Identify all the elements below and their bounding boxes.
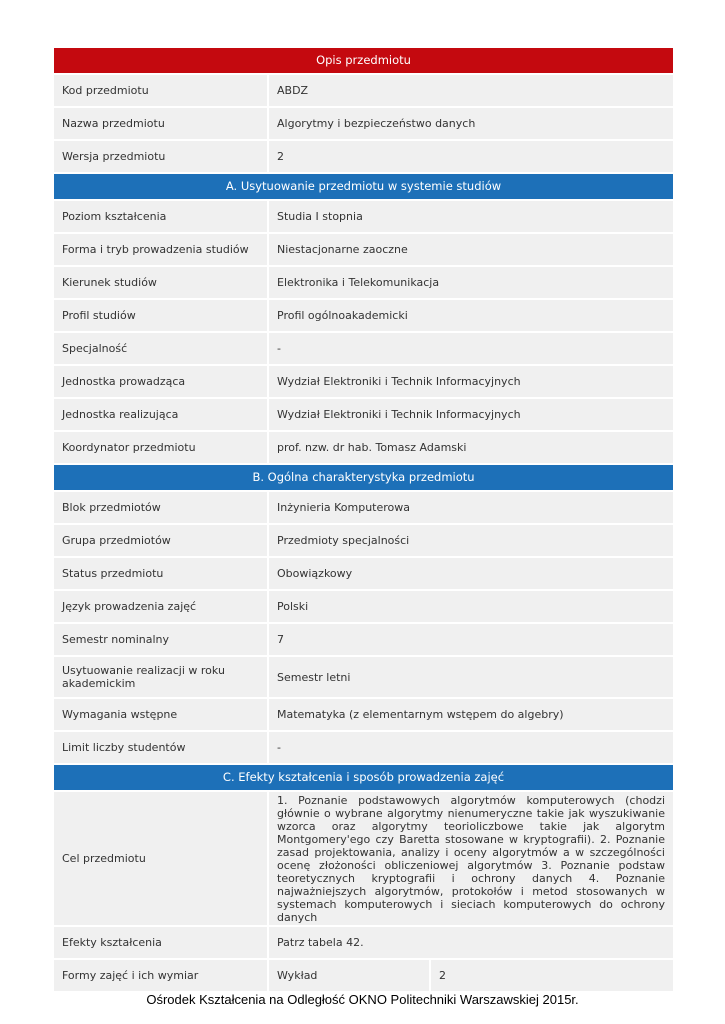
row-label: Blok przedmiotów [54, 492, 267, 523]
row-label: Koordynator przedmiotu [54, 432, 267, 463]
row-value: Profil ogólnoakademicki [269, 300, 673, 331]
row-label: Specjalność [54, 333, 267, 364]
table-row [54, 201, 673, 232]
row-label: Limit liczby studentów [54, 732, 267, 763]
table-title: Opis przedmiotu [54, 48, 673, 73]
table-row [54, 108, 673, 139]
row-value: Przedmioty specjalności [269, 525, 673, 556]
row-label: Jednostka prowadząca [54, 366, 267, 397]
section-a-header: A. Usytuowanie przedmiotu w systemie studiów [54, 174, 673, 199]
row-value: Studia I stopnia [269, 201, 673, 232]
row-label: Profil studiów [54, 300, 267, 331]
row-label: Forma i tryb prowadzenia studiów [54, 234, 267, 265]
row-label-text: Usytuowanie realizacji w roku akademickim [62, 664, 225, 690]
table-row [54, 591, 673, 622]
table-row [54, 699, 673, 730]
row-label: Status przedmiotu [54, 558, 267, 589]
row-value: prof. nzw. dr hab. Tomasz Adamski [269, 432, 673, 463]
row-value: 2 [269, 141, 673, 172]
row-value: - [269, 732, 673, 763]
table-row [54, 432, 673, 463]
course-description-table [54, 48, 673, 993]
row-label [54, 657, 267, 697]
row-value: Wydział Elektroniki i Technik Informacyjnych [269, 366, 673, 397]
row-value: Obowiązkowy [269, 558, 673, 589]
row-label: Grupa przedmiotów [54, 525, 267, 556]
section-c-header: C. Efekty kształcenia i sposób prowadzenia zajęć [54, 765, 673, 790]
table-row [54, 558, 673, 589]
row-value: Matematyka (z elementarnym wstępem do algebry) [269, 699, 673, 730]
row-value: Patrz tabela 42. [269, 927, 673, 958]
table-row [54, 141, 673, 172]
row-value: - [269, 333, 673, 364]
row-value: Elektronika i Telekomunikacja [269, 267, 673, 298]
row-value: Wykład [269, 960, 429, 991]
table-row [54, 927, 673, 958]
row-value: 2 [431, 960, 673, 991]
table-row [54, 399, 673, 430]
row-label: Język prowadzenia zajęć [54, 591, 267, 622]
row-value: Semestr letni [269, 657, 673, 697]
table-row [54, 624, 673, 655]
row-value [269, 792, 673, 925]
row-value: Inżynieria Komputerowa [269, 492, 673, 523]
row-label: Semestr nominalny [54, 624, 267, 655]
course-goal-text: 1. Poznanie podstawowych algorytmów komputerowych (chodzi głównie o wybrane algorytmy nienumeryczne takie jak wyszukiwanie wzorca oraz algorytmy teorioliczbowe takie jak algorytm Montgomery'ego czy Baretta stosowane w kryptografii). 2. Poznanie zasad projektowania, analizy i oceny algorytmów a w szczególności ocenę złożoności obliczeniowej algorytmów 3. Poznanie podstaw teoretycznych kryptografii i ochrony danych 4. Poznanie najważniejszych algorytmów, protokołów i metod stosowanych w systemach komputerowych i sieciach komputerowych do ochrony danych [277, 793, 665, 924]
row-value: Algorytmy i bezpieczeństwo danych [269, 108, 673, 139]
row-label: Kod przedmiotu [54, 75, 267, 106]
table-row [54, 657, 673, 697]
row-label: Efekty kształcenia [54, 927, 267, 958]
row-label: Poziom kształcenia [54, 201, 267, 232]
row-label: Nazwa przedmiotu [54, 108, 267, 139]
row-label: Wersja przedmiotu [54, 141, 267, 172]
row-value: Wydział Elektroniki i Technik Informacyjnych [269, 399, 673, 430]
table-row [54, 525, 673, 556]
page-footer: Ośrodek Kształcenia na Odległość OKNO Politechniki Warszawskiej 2015r. [146, 992, 579, 1007]
table-row [54, 75, 673, 106]
row-label: Wymagania wstępne [54, 699, 267, 730]
row-label: Cel przedmiotu [54, 792, 267, 925]
table-row [54, 234, 673, 265]
table-row [54, 333, 673, 364]
table-row [54, 366, 673, 397]
table-row [54, 792, 673, 925]
row-label: Jednostka realizująca [54, 399, 267, 430]
table-row [54, 492, 673, 523]
row-value: ABDZ [269, 75, 673, 106]
table-row [54, 960, 673, 991]
table-row [54, 732, 673, 763]
table-row [54, 300, 673, 331]
table-row [54, 267, 673, 298]
row-label: Kierunek studiów [54, 267, 267, 298]
section-b-header: B. Ogólna charakterystyka przedmiotu [54, 465, 673, 490]
row-value: Niestacjonarne zaoczne [269, 234, 673, 265]
row-label: Formy zajęć i ich wymiar [54, 960, 267, 991]
row-value: 7 [269, 624, 673, 655]
row-value: Polski [269, 591, 673, 622]
